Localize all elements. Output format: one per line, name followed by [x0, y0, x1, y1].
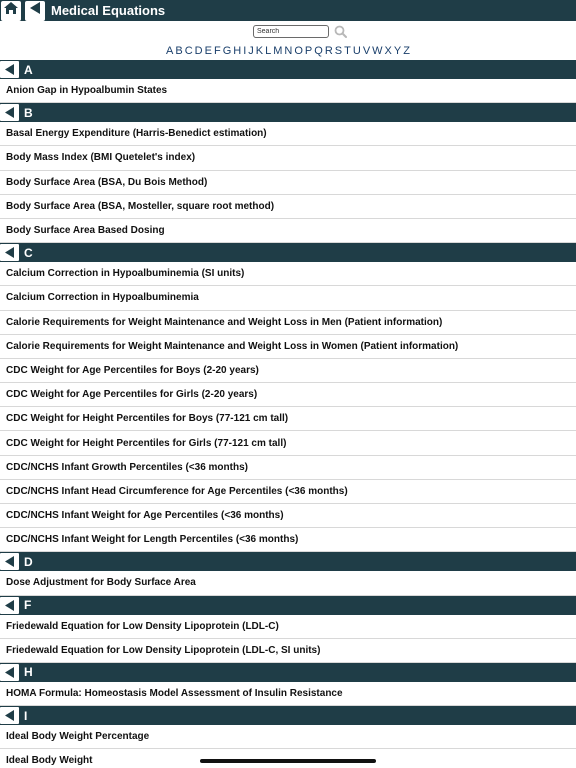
list-item[interactable]	[0, 286, 576, 310]
alphabet-letter-t[interactable]: T	[344, 44, 351, 57]
section-letter: B	[24, 105, 33, 120]
page-title: Medical Equations	[51, 3, 166, 18]
list-item-label: CDC Weight for Height Percentiles for Girls (77-121 cm tall)	[6, 437, 287, 449]
section-header-h	[0, 663, 576, 682]
alphabet-letter-l[interactable]: L	[265, 44, 272, 57]
list-item[interactable]	[0, 383, 576, 407]
list-item[interactable]	[0, 262, 576, 286]
list-item-label: Ideal Body Weight Percentage	[6, 731, 150, 743]
list-item-label: Dose Adjustment for Body Surface Area	[6, 577, 196, 589]
alphabet-letter-n[interactable]: N	[284, 44, 293, 57]
section-header-f	[0, 596, 576, 615]
home-indicator	[200, 759, 376, 763]
alphabet-letter-x[interactable]: X	[384, 44, 392, 57]
section-header-b	[0, 103, 576, 122]
section-letter: F	[24, 598, 32, 613]
alphabet-letter-q[interactable]: Q	[314, 44, 323, 57]
list-item[interactable]	[0, 480, 576, 504]
section-header-c	[0, 243, 576, 262]
list-item[interactable]	[0, 122, 576, 146]
list-item-label: CDC Weight for Age Percentiles for Boys (2-20 years)	[6, 364, 259, 376]
list-item[interactable]	[0, 528, 576, 552]
alphabet-letter-k[interactable]: K	[255, 44, 264, 57]
alphabet-letter-c[interactable]: C	[184, 44, 193, 57]
alphabet-letter-i[interactable]: I	[243, 44, 247, 57]
list-item-label: Body Mass Index (BMI Quetelet's index)	[6, 152, 196, 164]
list-item-label: Body Surface Area Based Dosing	[6, 225, 165, 237]
alphabet-letter-u[interactable]: U	[352, 44, 361, 57]
back-arrow-icon[interactable]	[0, 553, 19, 570]
list-item-label: CDC Weight for Height Percentiles for Boys (77-121 cm tall)	[6, 413, 289, 425]
list-item[interactable]	[0, 407, 576, 431]
back-arrow-icon[interactable]	[0, 597, 19, 614]
list-item-label: CDC/NCHS Infant Head Circumference for Age Percentiles (<36 months)	[6, 485, 348, 497]
list-item-label: CDC Weight for Age Percentiles for Girls (2-20 years)	[6, 389, 258, 401]
back-arrow-icon[interactable]	[0, 104, 19, 121]
alphabet-letter-w[interactable]: W	[372, 44, 383, 57]
list-item[interactable]	[0, 456, 576, 480]
home-icon	[3, 1, 19, 20]
list-item[interactable]	[0, 571, 576, 595]
alphabet-index	[0, 42, 576, 59]
alphabet-letter-y[interactable]: Y	[393, 44, 402, 57]
list-item-label: HOMA Formula: Homeostasis Model Assessment of Insulin Resistance	[6, 688, 343, 700]
list-item-label: Calcium Correction in Hypoalbuminemia	[6, 292, 199, 304]
equation-list	[0, 60, 576, 768]
list-item[interactable]	[0, 335, 576, 359]
list-item-label: Body Surface Area (BSA, Mosteller, square root method)	[6, 200, 275, 212]
list-item[interactable]	[0, 431, 576, 455]
back-arrow-icon[interactable]	[0, 61, 19, 78]
alphabet-letter-r[interactable]: R	[324, 44, 333, 57]
list-item-label: Body Surface Area (BSA, Du Bois Method)	[6, 176, 208, 188]
alphabet-letter-v[interactable]: V	[362, 44, 371, 57]
list-item[interactable]	[0, 615, 576, 639]
alphabet-letter-s[interactable]: S	[334, 44, 343, 57]
list-item-label: Ideal Body Weight	[6, 755, 93, 767]
list-item[interactable]	[0, 79, 576, 103]
section-header-d	[0, 552, 576, 571]
list-item-label: Calorie Requirements for Weight Maintenance and Weight Loss in Women (Patient information)	[6, 340, 459, 352]
list-item[interactable]	[0, 195, 576, 219]
list-item-label: Anion Gap in Hypoalbumin States	[6, 85, 168, 97]
list-item[interactable]	[0, 146, 576, 170]
list-item[interactable]	[0, 219, 576, 243]
back-arrow-icon[interactable]	[0, 707, 19, 724]
search-input[interactable]	[253, 25, 329, 38]
back-arrow-icon	[28, 1, 42, 20]
list-item-label: Calcium Correction in Hypoalbuminemia (SI units)	[6, 268, 245, 280]
alphabet-letter-h[interactable]: H	[233, 44, 242, 57]
section-letter: D	[24, 554, 33, 569]
alphabet-letter-a[interactable]: A	[166, 44, 174, 57]
list-item-label: CDC/NCHS Infant Weight for Length Percentiles (<36 months)	[6, 534, 299, 546]
alphabet-letter-e[interactable]: E	[204, 44, 212, 57]
alphabet-letter-b[interactable]: B	[175, 44, 183, 57]
alphabet-letter-j[interactable]: J	[248, 44, 254, 57]
section-letter: I	[24, 708, 28, 723]
section-header-a	[0, 60, 576, 79]
section-header-i	[0, 706, 576, 725]
alphabet-letter-m[interactable]: M	[273, 44, 283, 57]
section-letter: A	[24, 62, 33, 77]
list-item[interactable]	[0, 725, 576, 749]
alphabet-letter-d[interactable]: D	[194, 44, 203, 57]
alphabet-letter-p[interactable]: P	[304, 44, 313, 57]
section-letter: C	[24, 245, 33, 260]
list-item[interactable]	[0, 504, 576, 528]
back-button[interactable]	[25, 1, 45, 21]
search-bar	[0, 21, 576, 42]
top-navigation-bar	[0, 0, 576, 21]
search-icon[interactable]	[333, 25, 347, 39]
list-item-label: Calorie Requirements for Weight Maintenance and Weight Loss in Men (Patient information)	[6, 316, 443, 328]
alphabet-letter-z[interactable]: Z	[403, 44, 410, 57]
alphabet-letter-g[interactable]: G	[222, 44, 232, 57]
alphabet-letter-f[interactable]: F	[213, 44, 221, 57]
list-item-label: Basal Energy Expenditure (Harris-Benedict estimation)	[6, 128, 267, 140]
list-item[interactable]	[0, 682, 576, 706]
list-item[interactable]	[0, 359, 576, 383]
home-button[interactable]	[1, 1, 21, 21]
back-arrow-icon[interactable]	[0, 664, 19, 681]
section-letter: H	[24, 665, 33, 680]
list-item-label: CDC/NCHS Infant Weight for Age Percentiles (<36 months)	[6, 510, 284, 522]
list-item[interactable]	[0, 639, 576, 663]
list-item-label: Friedewald Equation for Low Density Lipoprotein (LDL-C, SI units)	[6, 644, 321, 656]
list-item-label: Friedewald Equation for Low Density Lipoprotein (LDL-C)	[6, 620, 279, 632]
list-item[interactable]	[0, 311, 576, 335]
list-item[interactable]	[0, 171, 576, 195]
alphabet-letter-o[interactable]: O	[294, 44, 303, 57]
back-arrow-icon[interactable]	[0, 244, 19, 261]
list-item-label: CDC/NCHS Infant Growth Percentiles (<36 months)	[6, 461, 248, 473]
